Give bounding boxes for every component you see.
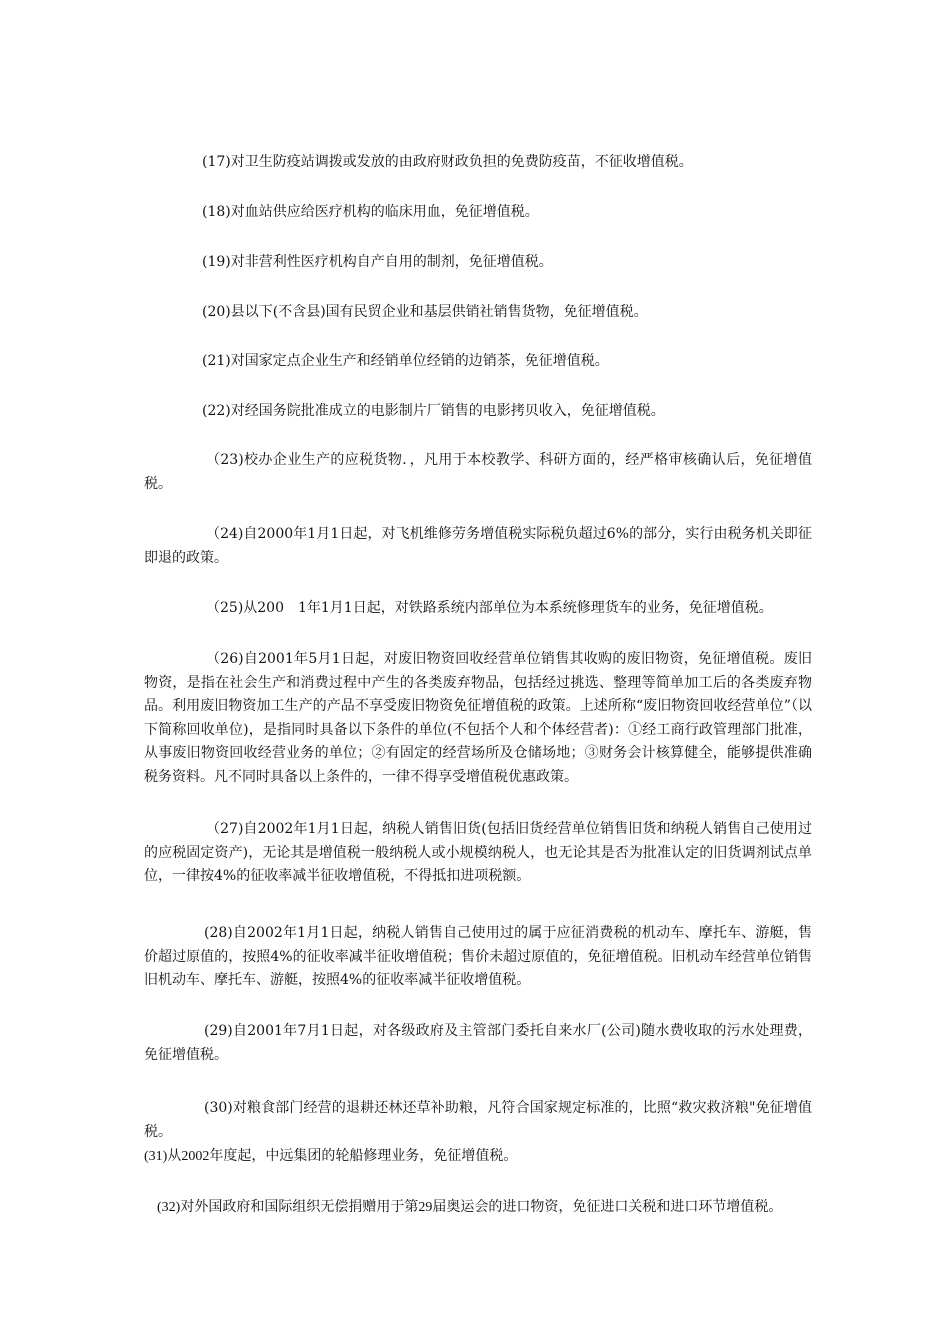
paragraph-23: （23)校办企业生产的应税货物．，凡用于本校教学、科研方面的，经严格审核确认后，免征增值税。 <box>144 452 812 492</box>
paragraph-24: （24)自2000年1月1日起，对飞机维修劳务增值税实际税负超过6%的部分，实行由税务机关即征即退的政策。 <box>144 526 812 566</box>
paragraph-18: (18)对血站供应给医疗机构的临床用血，免征增值税。 <box>202 204 539 220</box>
paragraph-31: (31)从2002年度起，中远集团的轮船修理业务，免征增值税。 <box>144 1149 518 1164</box>
paragraph-32: (32)对外国政府和国际组织无偿捐赠用于第29届奥运会的进口物资，免征进口关税和进口环节增值税。 <box>157 1200 783 1215</box>
paragraph-27: （27)自2002年1月1日起，纳税人销售旧货(包括旧货经营单位销售旧货和纳税人销售自己使用过的应税固定资产)，无论其是增值税一般纳税人或小规模纳税人，也无论其是否为批准认定的旧货调剂试点单位，一律按4%的征收率减半征收增值税，不得抵扣进项税额。 <box>144 821 812 884</box>
paragraph-29: (29)自2001年7月1日起，对各级政府及主管部门委托自来水厂(公司)随水费收取的污水处理费，免征增值税。 <box>144 1023 812 1063</box>
paragraph-26: （26)自2001年5月1日起，对废旧物资回收经营单位销售其收购的废旧物资，免征增值税。废旧物资，是指在社会生产和消费过程中产生的各类废弃物品，包括经过挑选、整理等简单加工后的各类废弃物品。利用废旧物资加工生产的产品不享受废旧物资免征增值税的政策。上述所称“废旧物资回收经营单位”（以下简称回收单位)，是指同时具备以下条件的单位(不包括个人和个体经营者)：①经工商行政管理部门批准，从事废旧物资回收经营业务的单位；②有固定的经营场所及仓储场地；③财务会计核算健全，能够提供准确税务资料。凡不同时具备以上条件的，一律不得享受增值税优惠政策。 <box>144 651 812 785</box>
paragraph-19: (19)对非营利性医疗机构自产自用的制剂，免征增值税。 <box>202 254 553 270</box>
paragraph-25: （25)从200 1年1月1日起，对铁路系统内部单位为本系统修理货车的业务，免征增值税。 <box>206 600 773 616</box>
paragraph-17: (17)对卫生防疫站调拨或发放的由政府财政负担的免费防疫苗，不征收增值税。 <box>202 154 693 170</box>
paragraph-20: (20)县以下(不含县)国有民贸企业和基层供销社销售货物，免征增值税。 <box>202 304 648 320</box>
paragraph-30: (30)对粮食部门经营的退耕还林还草补助粮，凡符合国家规定标准的，比照“救灾救济粮"免征增值税。 <box>144 1100 812 1140</box>
paragraph-28: (28)自2002年1月1日起，纳税人销售自己使用过的属于应征消费税的机动车、摩托车、游艇，售价超过原值的，按照4%的征收率减半征收增值税；售价未超过原值的，免征增值税。旧机动车经营单位销售旧机动车、摩托车、游艇，按照4%的征收率减半征收增值税。 <box>144 925 812 988</box>
paragraph-21: (21)对国家定点企业生产和经销单位经销的边销茶，免征增值税。 <box>202 353 609 369</box>
paragraph-22: (22)对经国务院批准成立的电影制片厂销售的电影拷贝收入，免征增值税。 <box>202 403 665 419</box>
